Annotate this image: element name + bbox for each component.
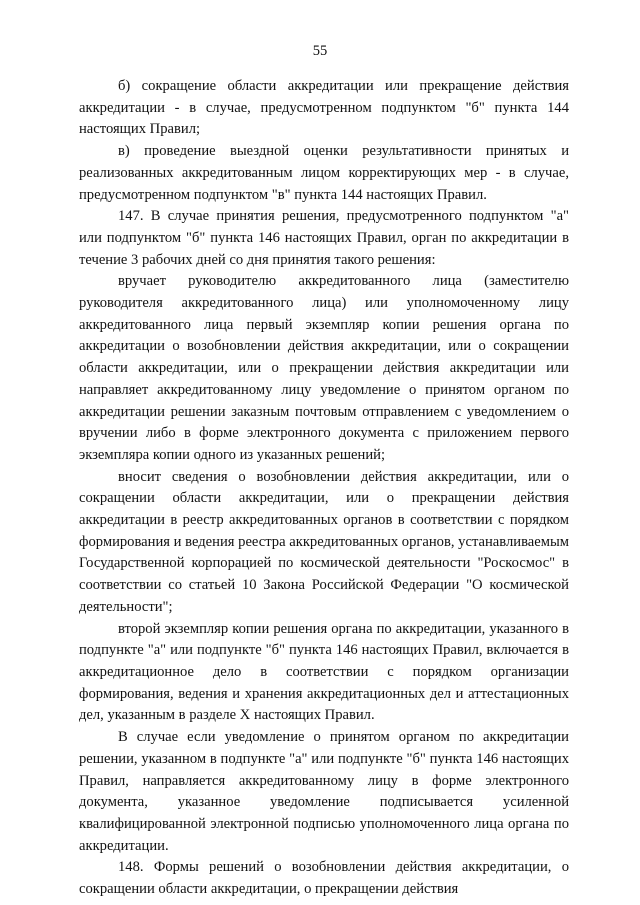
- document-body: [79, 76, 569, 901]
- paragraph-delivers-copy: вручает руководителю аккредитованного лица (заместителю руководителя аккредитованного лица) или уполномоченному лицу аккредитованного лица первый экземпляр копии решения органа по аккредитации о возобновлении действия аккредитации, или о сокращении области аккредитации, или о прекращении действия аккредитации или направляет аккредитованному лицу уведомление о принятом органом по аккредитации решении заказным почтовым отправлением с уведомлением о вручении либо в форме электронного документа с приложением первого экземпляра копии одного из указанных решений;: [79, 273, 569, 463]
- paragraph-subpoint-v: в) проведение выездной оценки результативности принятых и реализованных аккредитованным лицом корректирующих мер - в случае, предусмотренном подпунктом "в" пункта 144 настоящих Правил.: [79, 143, 569, 203]
- paragraph-registry-entry: вносит сведения о возобновлении действия аккредитации, или о сокращении области аккредитации, или о прекращении действия аккредитации в реестр аккредитованных органов в соответствии с порядком формирования и ведения реестра аккредитованных органов, устанавливаемым Государственной корпорацией по космической деятельности "Роскосмос" в соответствии со статьей 10 Закона Российской Федерации "О космической деятельности";: [79, 468, 569, 615]
- page-number: 55: [312, 43, 328, 59]
- paragraph-electronic-notice: В случае если уведомление о принятом органом по аккредитации решении, указанном в подпункте "а" или подпункте "б" пункта 146 настоящих Правил, направляется аккредитованному лицу в форме электронного документа, указанное уведомление подписывается усиленной квалифицированной электронной подписью уполномоченного лица органа по аккредитации.: [79, 729, 569, 854]
- paragraph-item-147: 147. В случае принятия решения, предусмотренного подпунктом "а" или подпунктом "б" пункта 146 настоящих Правил, орган по аккредитации в течение 3 рабочих дней со дня принятия такого решения:: [79, 208, 569, 268]
- paragraph-subpoint-b: б) сокращение области аккредитации или прекращение действия аккредитации - в случае, предусмотренном подпунктом "б" пункта 144 настоящих Правил;: [79, 78, 569, 138]
- paragraph-second-copy: второй экземпляр копии решения органа по аккредитации, указанного в подпункте "а" или подпункте "б" пункта 146 настоящих Правил, включается в аккредитационное дело в соответствии с порядком организации формирования, ведения и хранения аккредитационных дел и аттестационных дел, указанным в разделе X настоящих Правил.: [79, 620, 569, 724]
- paragraph-item-148: 148. Формы решений о возобновлении действия аккредитации, о сокращении области аккредитации, о прекращении действия: [79, 859, 569, 898]
